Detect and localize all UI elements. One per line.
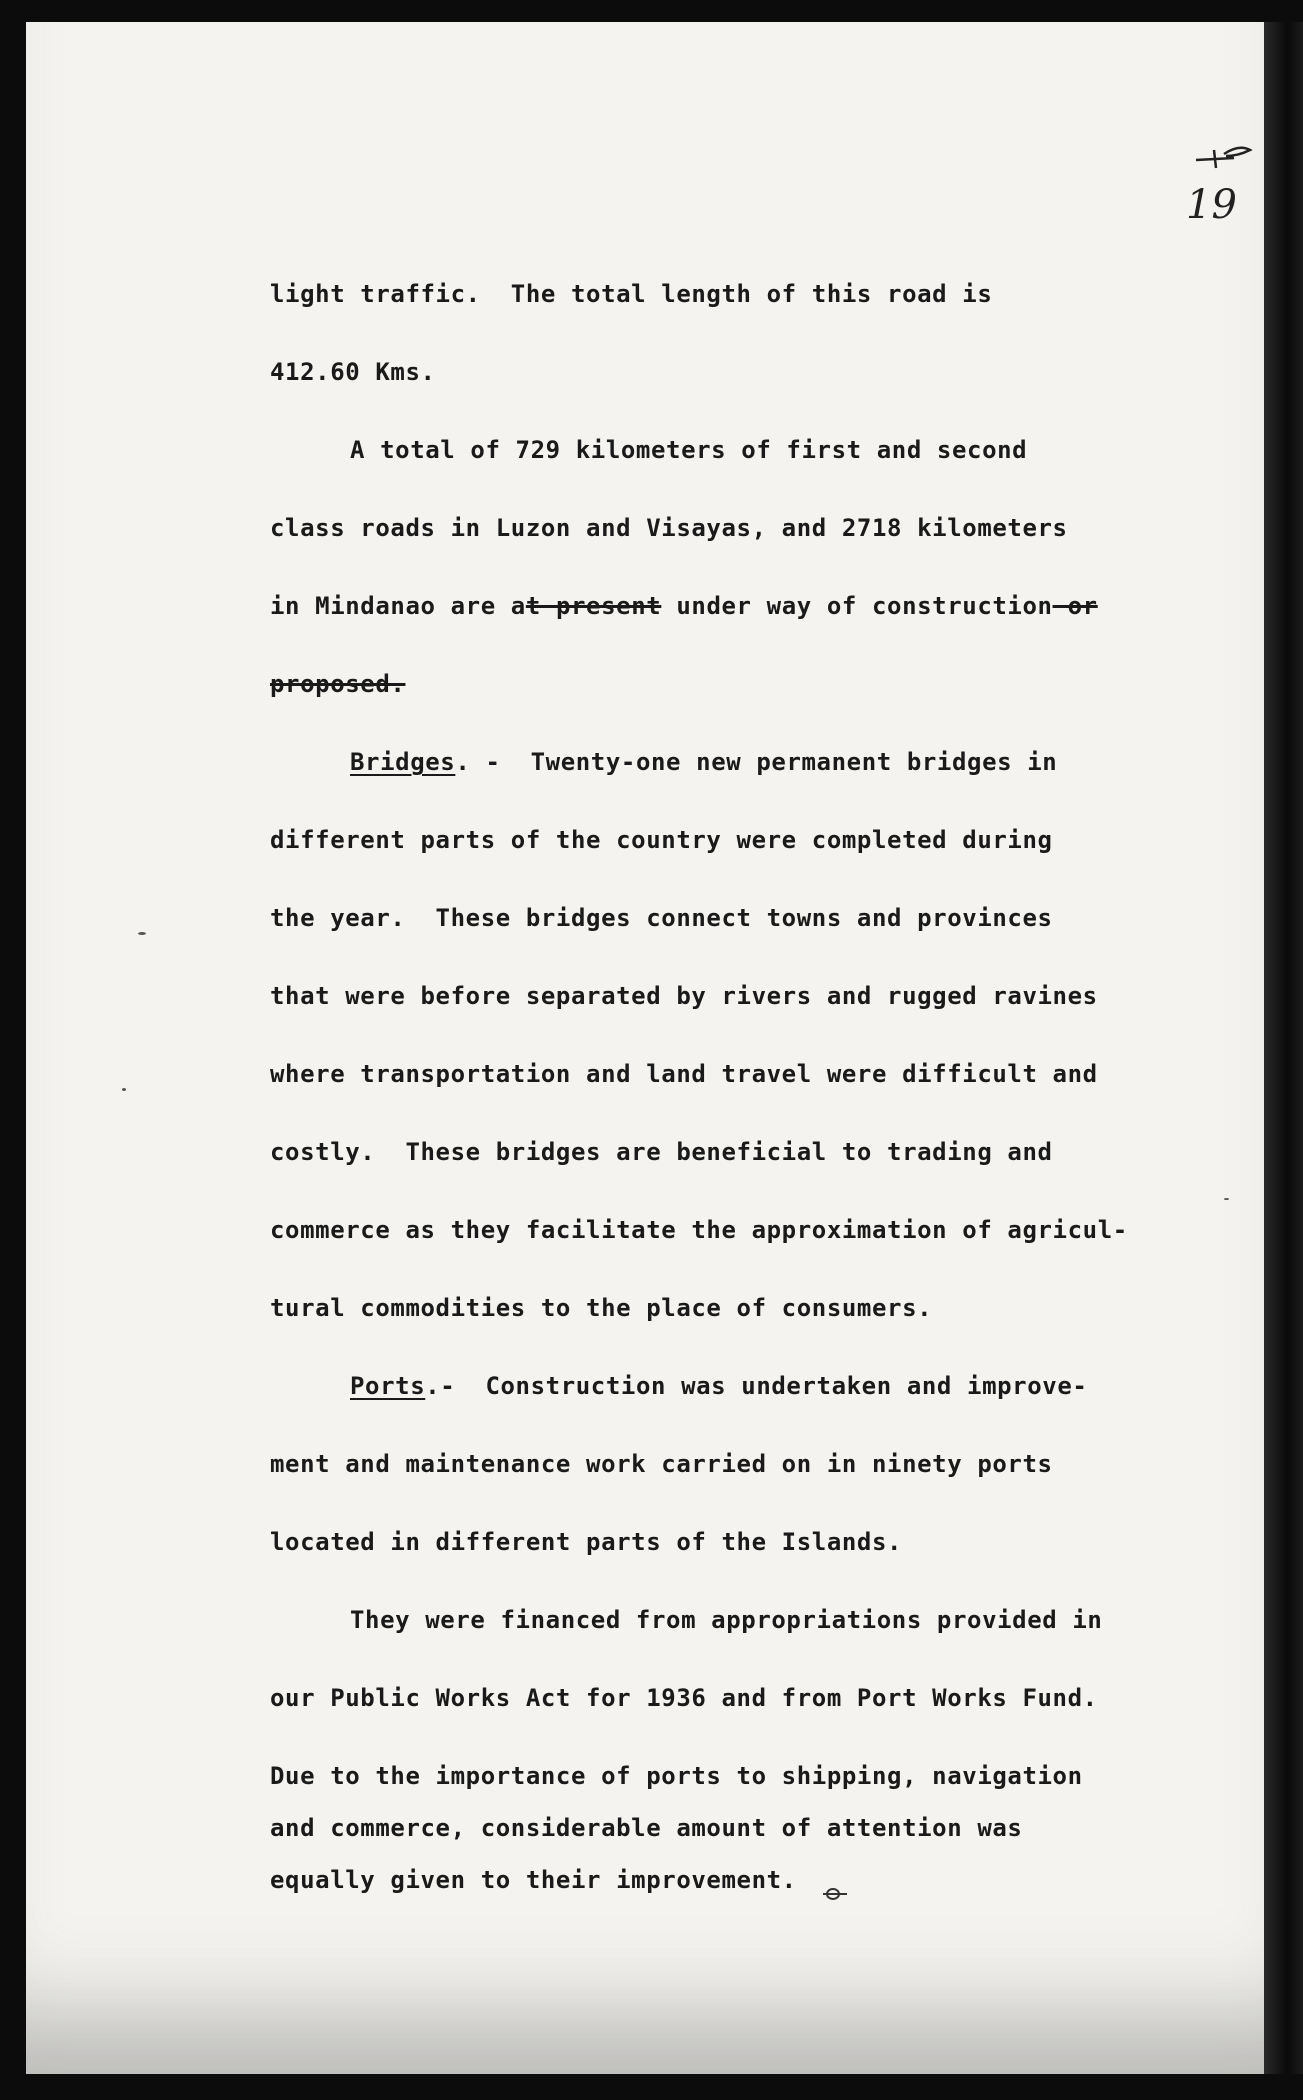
page-number: 19 (1186, 182, 1237, 228)
text-line: commerce as they facilitate the approximation of agricul- (270, 1216, 1128, 1244)
text-line: costly. These bridges are beneficial to trading and (270, 1138, 1053, 1166)
speck (122, 1088, 126, 1091)
text-line: located in different parts of the Islands. (270, 1528, 903, 1556)
text-line (350, 1372, 1087, 1400)
text-line: They were financed from appropriations provided in (350, 1606, 1103, 1634)
scan-border (1264, 22, 1303, 2074)
text-line: Due to the importance of ports to shipping, navigation (270, 1762, 1083, 1790)
text-line: 412.60 Kms. (270, 358, 436, 386)
text-segment: . - Twenty-one new permanent bridges in (455, 748, 1058, 776)
struck-text: t present (525, 592, 662, 620)
speck (1224, 1198, 1229, 1200)
text-line: equally given to their improvement. (270, 1866, 797, 1894)
text-segment: under way of construction (661, 592, 1053, 620)
text-line: A total of 729 kilometers of first and second (350, 436, 1028, 464)
text-segment: in Mindanao are a (270, 592, 526, 620)
text-line (350, 748, 1057, 776)
text-line: light traffic. The total length of this road is (270, 280, 993, 308)
text-line: and commerce, considerable amount of attention was (270, 1814, 1023, 1842)
text-segment: .- Construction was undertaken and improve- (425, 1372, 1088, 1400)
text-line: tural commodities to the place of consumers. (270, 1294, 933, 1322)
section-heading-bridges: Bridges (350, 748, 456, 776)
section-heading-ports: Ports (350, 1372, 426, 1400)
document-page (26, 22, 1264, 2074)
text-line: different parts of the country were completed during (270, 826, 1053, 854)
text-line: class roads in Luzon and Visayas, and 2718 kilometers (270, 514, 1068, 542)
text-line: the year. These bridges connect towns and provinces (270, 904, 1053, 932)
handwritten-end-mark (821, 1882, 851, 1906)
text-line: ment and maintenance work carried on in ninety ports (270, 1450, 1053, 1478)
text-line: our Public Works Act for 1936 and from Port Works Fund. (270, 1684, 1098, 1712)
struck-text: proposed. (270, 670, 406, 698)
handwritten-flag-mark (1194, 140, 1254, 170)
text-line-with-edits (270, 592, 1098, 620)
struck-text: or (1052, 592, 1098, 620)
text-line: that were before separated by rivers and rugged ravines (270, 982, 1098, 1010)
speck (138, 932, 146, 935)
text-line: where transportation and land travel were difficult and (270, 1060, 1098, 1088)
